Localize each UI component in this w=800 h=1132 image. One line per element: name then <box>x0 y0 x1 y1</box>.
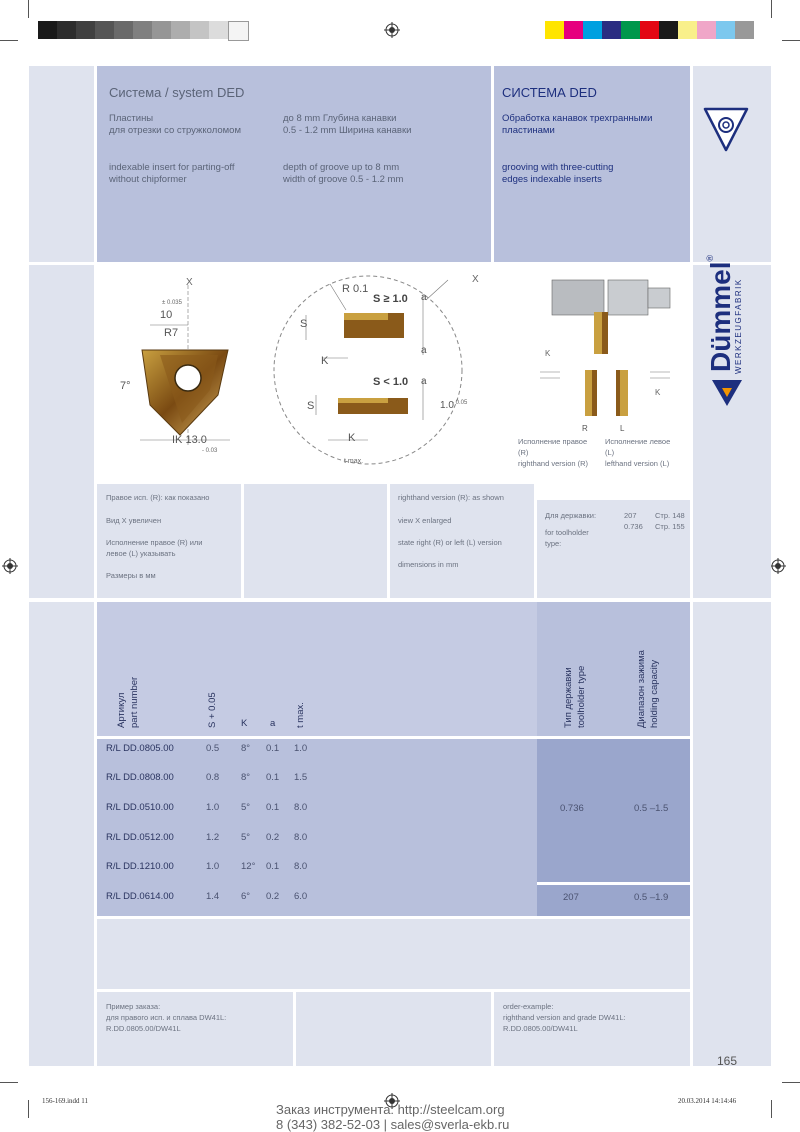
group2-range: 0.5 –1.9 <box>634 892 669 903</box>
group2-holder: 207 <box>563 892 579 903</box>
crop-mark <box>28 0 29 18</box>
left-margin-panel <box>29 602 94 1066</box>
col-holder-ru: Тип державки <box>563 667 574 728</box>
page-number: 165 <box>717 1054 738 1068</box>
order-link[interactable]: Заказ инструмента: http://steelcam.org <box>276 1102 505 1117</box>
crop-mark <box>28 1100 29 1118</box>
col-a: a <box>270 718 276 729</box>
order-empty-panel <box>296 992 491 1066</box>
header-desc-ru: Пластины для отрезки со стружколомом <box>109 113 241 136</box>
cell-part: R/L DD.0512.00 <box>106 832 174 843</box>
table-header-holder-bg <box>537 602 690 736</box>
system-subtitle-ru: Обработка канавок трехгранными пластинами <box>502 113 653 136</box>
table-body-bg <box>97 739 537 916</box>
cell-part: R/L DD.0808.00 <box>106 772 174 783</box>
cell-t: 6.0 <box>294 891 308 902</box>
cell-t: 1.0 <box>294 743 308 754</box>
cell-a: 0.1 <box>266 861 280 872</box>
cell-t: 1.5 <box>294 772 308 783</box>
brand-triangle-icon <box>710 378 744 408</box>
righthand-version-label: Исполнение правое (R) righthand version (R) <box>518 437 589 468</box>
group1-range: 0.5 –1.5 <box>634 803 669 814</box>
left-margin-panel <box>29 66 94 262</box>
left-margin-panel <box>29 265 94 598</box>
cell-part: R/L DD.0614.00 <box>106 891 174 902</box>
crop-mark <box>0 1082 18 1083</box>
order-example-en: order-example: righthand version and grade DW41L: R.DD.0805.00/DW41L <box>503 1002 626 1033</box>
cell-t: 8.0 <box>294 832 308 843</box>
triangle-insert-icon <box>702 104 750 154</box>
cell-k: 8° <box>241 772 251 783</box>
crop-mark <box>0 40 18 41</box>
col-t: t max. <box>295 702 306 728</box>
system-subtitle-en: grooving with three-cutting edges indexable inserts <box>502 162 614 185</box>
registration-mark <box>384 22 400 38</box>
detail-view-x-drawing <box>268 270 468 470</box>
table-header-bg <box>97 602 537 736</box>
system-title: СИСТЕМА DED <box>502 85 597 100</box>
cell-k: 5° <box>241 802 251 813</box>
crop-mark <box>782 40 800 41</box>
col-holder-en: toolholder type <box>576 665 587 728</box>
col-part-en: part number <box>129 676 140 728</box>
holder-versions-drawing <box>540 272 690 432</box>
cell-s: 1.0 <box>206 802 220 813</box>
crop-mark <box>771 0 772 18</box>
cell-t: 8.0 <box>294 861 308 872</box>
registration-mark <box>770 558 786 574</box>
cell-a: 0.2 <box>266 832 280 843</box>
cell-a: 0.1 <box>266 772 280 783</box>
cell-s: 1.4 <box>206 891 220 902</box>
cell-a: 0.1 <box>266 802 280 813</box>
cell-s: 0.5 <box>206 743 220 754</box>
crop-mark <box>782 1082 800 1083</box>
col-range-en: holding capacity <box>649 659 660 728</box>
col-s: S + 0.05 <box>207 692 218 728</box>
col-part-ru: Артикул <box>116 692 127 728</box>
cell-part: R/L DD.0510.00 <box>106 802 174 813</box>
print-date: 20.03.2014 14:14:46 <box>678 1097 737 1105</box>
cell-s: 0.8 <box>206 772 220 783</box>
icon-panel <box>693 66 771 262</box>
cell-k: 6° <box>241 891 251 902</box>
brand-subtitle: WERKZEUGFABRIK <box>734 278 743 374</box>
cell-s: 1.2 <box>206 832 220 843</box>
order-example-ru: Пример заказа: для правого исп. и сплава DW41L: R.DD.0805.00/DW41L <box>106 1002 227 1033</box>
col-k: K <box>241 718 248 729</box>
notes-empty-panel <box>244 484 387 598</box>
lefthand-version-label: Исполнение левое (L) lefthand version (L) <box>605 437 671 468</box>
brand-logo: Dümmel® <box>705 254 736 372</box>
cell-part: R/L DD.1210.00 <box>106 861 174 872</box>
cell-a: 0.2 <box>266 891 280 902</box>
crop-mark <box>771 1100 772 1118</box>
cell-part: R/L DD.0805.00 <box>106 743 174 754</box>
cell-t: 8.0 <box>294 802 308 813</box>
header-dims-en: depth of groove up to 8 mm width of groove 0.5 - 1.2 mm <box>283 162 404 185</box>
table-footer-panel <box>97 919 690 989</box>
col-range-ru: Диапазон зажима <box>636 650 647 728</box>
cell-a: 0.1 <box>266 743 280 754</box>
cell-k: 5° <box>241 832 251 843</box>
group1-holder: 0.736 <box>560 803 584 814</box>
contact-info[interactable]: 8 (343) 382-52-03 | sales@sverla-ekb.ru <box>276 1117 510 1132</box>
right-margin-panel <box>693 602 771 1066</box>
header-dims-ru: до 8 mm Глубина канавки 0.5 - 1.2 mm Ширина канавки <box>283 113 412 136</box>
cell-s: 1.0 <box>206 861 220 872</box>
page-title: Система / system DED <box>109 85 245 100</box>
header-desc-en: indexable insert for parting-off without chipformer <box>109 162 235 185</box>
cell-k: 12° <box>241 861 256 872</box>
file-info: 156-169.indd 11 <box>42 1097 89 1105</box>
registration-mark <box>2 558 18 574</box>
cell-k: 8° <box>241 743 251 754</box>
